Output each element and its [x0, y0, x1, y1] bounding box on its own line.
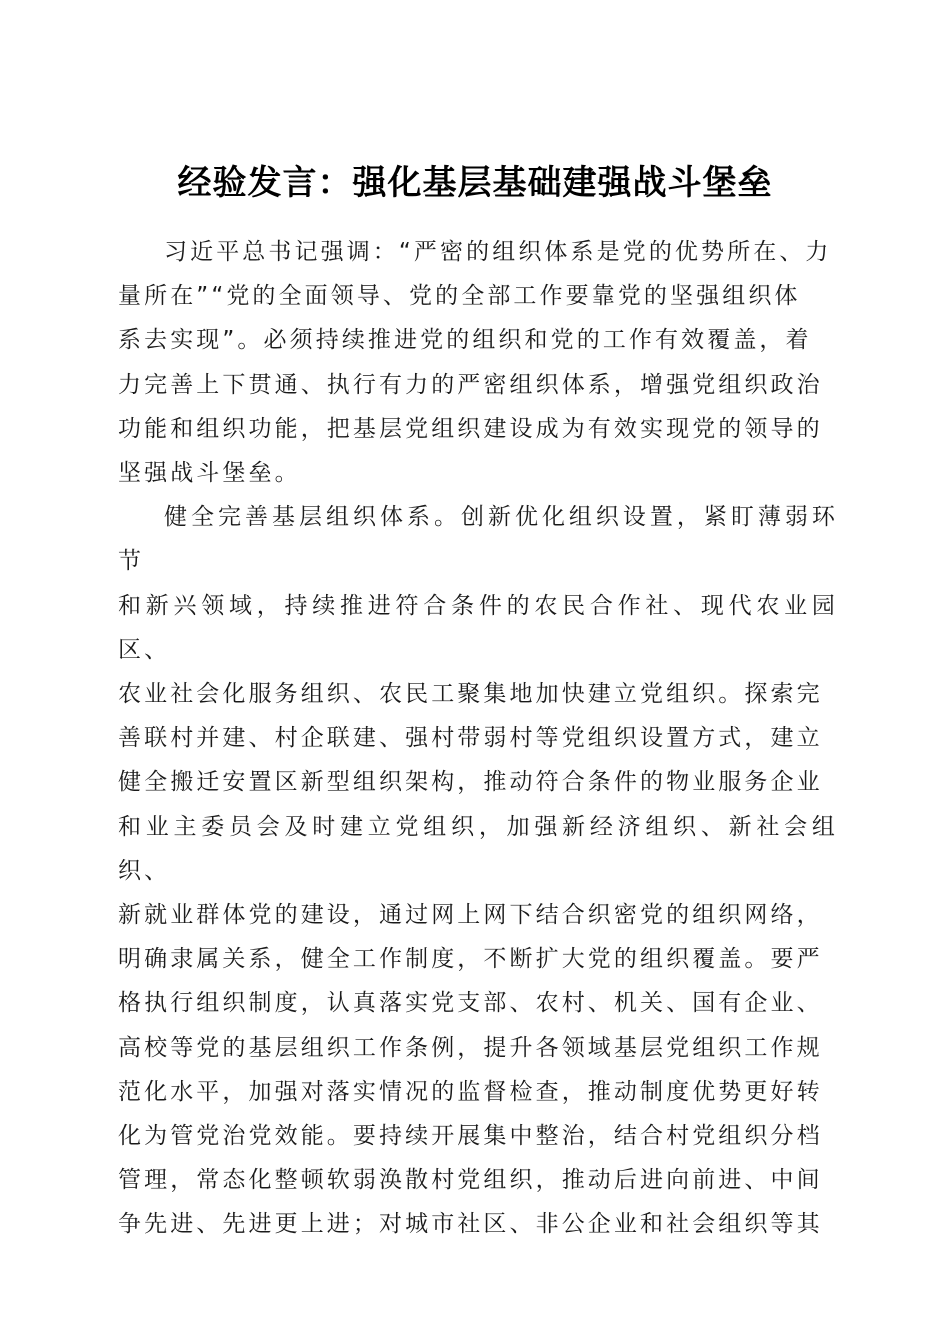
- paragraph-line: 功能和组织功能，把基层党组织建设成为有效实现党的领导的: [118, 415, 823, 442]
- paragraph-line: 力完善上下贯通、执行有力的严密组织体系，增强党组织政治: [118, 371, 823, 398]
- paragraph-line: 系去实现”。必须持续推进党的组织和党的工作有效覆盖，着: [118, 327, 812, 354]
- paragraph-line: 管理，常态化整顿软弱涣散村党组织，推动后进向前进、中间: [118, 1167, 823, 1194]
- paragraph-line: 坚强战斗堡垒。: [118, 460, 301, 487]
- paragraph-2: [118, 495, 838, 1246]
- paragraph-line: 争先进、先进更上进；对城市社区、非公企业和社会组织等其: [118, 1211, 823, 1238]
- paragraph-line: 量所在”“党的全面领导、党的全部工作要靠党的坚强组织体: [118, 283, 801, 310]
- document-title: 经验发言：强化基层基础建强战斗堡垒: [177, 162, 773, 203]
- document-body: [118, 230, 838, 1247]
- paragraph-line: 新就业群体党的建设，通过网上网下结合织密党的组织网络，: [118, 902, 823, 929]
- paragraph-line: 和新兴领域，持续推进符合条件的农民合作社、现代农业园区、: [118, 592, 838, 663]
- paragraph-line: 习近平总书记强调：“严密的组织体系是党的优势所在、力: [164, 239, 832, 265]
- paragraph-line: 农业社会化服务组织、农民工聚集地加快建立党组织。探索完: [118, 681, 823, 708]
- paragraph-line: 范化水平，加强对落实情况的监督检查，推动制度优势更好转: [118, 1078, 823, 1105]
- paragraph-line: 明确隶属关系，健全工作制度，不断扩大党的组织覆盖。要严: [118, 946, 823, 973]
- paragraph-line: 格执行组织制度，认真落实党支部、农村、机关、国有企业、: [118, 990, 823, 1017]
- paragraph-line: 善联村并建、村企联建、强村带弱村等党组织设置方式，建立: [118, 725, 823, 752]
- paragraph-1: [118, 230, 838, 495]
- paragraph-line: 健全搬迁安置区新型组织架构，推动符合条件的物业服务企业: [118, 769, 823, 796]
- paragraph-line: 化为管党治党效能。要持续开展集中整治，结合村党组织分档: [118, 1123, 823, 1150]
- paragraph-line: 高校等党的基层组织工作条例，提升各领域基层党组织工作规: [118, 1034, 823, 1061]
- paragraph-line: 和业主委员会及时建立党组织，加强新经济组织、新社会组织、: [118, 813, 838, 884]
- paragraph-line: 健全完善基层组织体系。创新优化组织设置，紧盯薄弱环节: [118, 504, 838, 575]
